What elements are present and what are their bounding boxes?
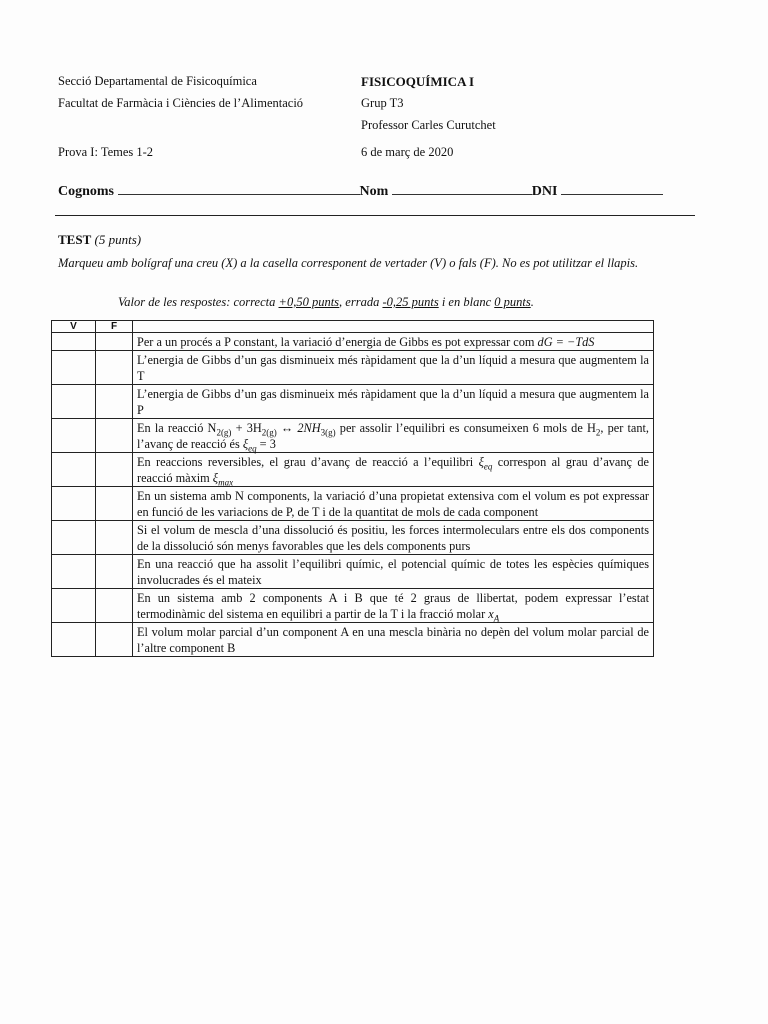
test-points: (5 punts) — [94, 232, 142, 247]
q5-part: correspon al grau d’avanç de reacció màxim — [137, 455, 649, 485]
q9-math: x — [488, 607, 494, 621]
statement-q5 — [133, 453, 654, 487]
surname-field[interactable] — [118, 184, 360, 195]
name-label: Nom — [359, 184, 389, 199]
col-statement-header — [133, 321, 654, 333]
scoring-correct: +0,50 punts — [278, 295, 340, 309]
q5-xi: ξ — [478, 455, 484, 469]
scoring-mid2: i en blanc — [438, 295, 495, 309]
statement-q3: L’energia de Gibbs d’un gas disminueix més ràpidament que la d’un líquid a mesura que augmentem la P — [133, 385, 654, 419]
test-title: TEST — [58, 232, 92, 247]
q4-part: + 3H — [231, 421, 262, 435]
false-box-q2[interactable] — [96, 351, 133, 385]
true-box-q10[interactable] — [52, 623, 96, 657]
question-row — [52, 555, 654, 589]
q9-sub: A — [493, 613, 500, 624]
q1-math: dG = −TdS — [537, 335, 595, 349]
q4-xi: ξ — [242, 437, 249, 451]
true-box-q9[interactable] — [52, 589, 96, 623]
true-box-q6[interactable] — [52, 487, 96, 521]
statement-q6: En un sistema amb N components, la variació d’una propietat extensiva com el volum es pot expressar en funció de les variacions de P, de T i de la quantitat de mols de cada component — [133, 487, 654, 521]
q4-part: = 3 — [256, 437, 276, 451]
question-row — [52, 521, 654, 555]
true-box-q7[interactable] — [52, 521, 96, 555]
question-row — [52, 385, 654, 419]
q4-part: per assolir l’equilibri es consumeixen 6 mols de H — [335, 421, 596, 435]
student-fields — [58, 184, 668, 200]
question-row — [52, 419, 654, 453]
scoring-blank: 0 punts — [494, 295, 531, 309]
col-true-header: V — [52, 321, 96, 333]
q5-sub: max — [218, 477, 234, 488]
q4-part: En la reacció N — [137, 421, 217, 435]
q4-part: ↔ 2NH — [276, 421, 321, 435]
scoring-prefix: Valor de les respostes: correcta — [118, 295, 279, 309]
true-box-q2[interactable] — [52, 351, 96, 385]
false-box-q1[interactable] — [96, 333, 133, 351]
statement-q9 — [133, 589, 654, 623]
q4-sub: 2 — [595, 427, 601, 438]
header-divider — [55, 215, 695, 216]
statement-q10: El volum molar parcial d’un component A en una mescla binària no depèn del volum molar parcial de l’altre component B — [133, 623, 654, 657]
department-name: Secció Departamental de Fisicoquímica — [58, 74, 257, 88]
question-row — [52, 333, 654, 351]
q9-text: En un sistema amb 2 components A i B que té 2 graus de llibertat, podem expressar l’estat termodinàmic del sistema en equilibri a partir de la T i la fracció molar — [137, 591, 649, 621]
q1-text: Per a un procés a P constant, la variació d’energia de Gibbs es pot expressar com — [137, 335, 538, 349]
group-label: Grup T3 — [361, 96, 404, 110]
question-row — [52, 487, 654, 521]
false-box-q7[interactable] — [96, 521, 133, 555]
true-box-q1[interactable] — [52, 333, 96, 351]
false-box-q10[interactable] — [96, 623, 133, 657]
q4-sub: 2(g) — [261, 427, 277, 438]
question-row — [52, 453, 654, 487]
q5-part: En reaccions reversibles, el grau d’avanç de reacció a l’equilibri — [137, 455, 479, 469]
q5-xi: ξ — [212, 471, 219, 485]
q4-sub: 2(g) — [216, 427, 232, 438]
q5-sub: eq — [483, 461, 493, 472]
test-instructions: Marqueu amb bolígraf una creu (X) a la casella corresponent de vertader (V) o fals (F). No es pot utilitzar el llapis. — [58, 256, 639, 270]
faculty-name: Facultat de Farmàcia i Ciències de l’Alimentació — [58, 96, 304, 110]
q4-sub: eq — [248, 443, 257, 454]
professor-name: Professor Carles Curutchet — [361, 118, 496, 132]
exam-date: 6 de març de 2020 — [361, 145, 454, 159]
false-box-q4[interactable] — [96, 419, 133, 453]
id-label: DNI — [531, 184, 558, 199]
true-box-q8[interactable] — [52, 555, 96, 589]
statement-q1 — [133, 333, 654, 351]
question-row — [52, 351, 654, 385]
exam-title: Prova I: Temes 1-2 — [58, 145, 154, 159]
scoring-wrong: -0,25 punts — [382, 295, 439, 309]
false-box-q5[interactable] — [96, 453, 133, 487]
false-box-q3[interactable] — [96, 385, 133, 419]
statement-q2: L’energia de Gibbs d’un gas disminueix més ràpidament que la d’un líquid a mesura que augmentem la T — [133, 351, 654, 385]
test-heading — [58, 232, 141, 248]
q4-sub: 3(g) — [320, 427, 336, 438]
name-field[interactable] — [392, 184, 532, 195]
col-false-header: F — [96, 321, 133, 333]
id-field[interactable] — [561, 184, 663, 195]
scoring-rules — [118, 295, 534, 310]
false-box-q8[interactable] — [96, 555, 133, 589]
statement-q4 — [133, 419, 654, 453]
question-row — [52, 623, 654, 657]
false-box-q9[interactable] — [96, 589, 133, 623]
question-table — [51, 320, 654, 657]
surname-label: Cognoms — [58, 184, 115, 199]
true-box-q3[interactable] — [52, 385, 96, 419]
scoring-end: . — [530, 295, 534, 309]
true-box-q4[interactable] — [52, 419, 96, 453]
statement-q8: En una reacció que ha assolit l’equilibri químic, el potencial químic de totes les espècies químiques involucrades és el mateix — [133, 555, 654, 589]
q4-part: , per tant, l’avanç de reacció és — [137, 421, 649, 451]
statement-q7: Si el volum de mescla d’una dissolució és positiu, les forces intermoleculars entre els dos components de la dissolució són menys favorables que les dels components purs — [133, 521, 654, 555]
false-box-q6[interactable] — [96, 487, 133, 521]
table-header-row — [52, 321, 654, 333]
scoring-mid1: , errada — [339, 295, 383, 309]
question-row — [52, 589, 654, 623]
course-title: FISICOQUÍMICA I — [361, 74, 475, 89]
true-box-q5[interactable] — [52, 453, 96, 487]
